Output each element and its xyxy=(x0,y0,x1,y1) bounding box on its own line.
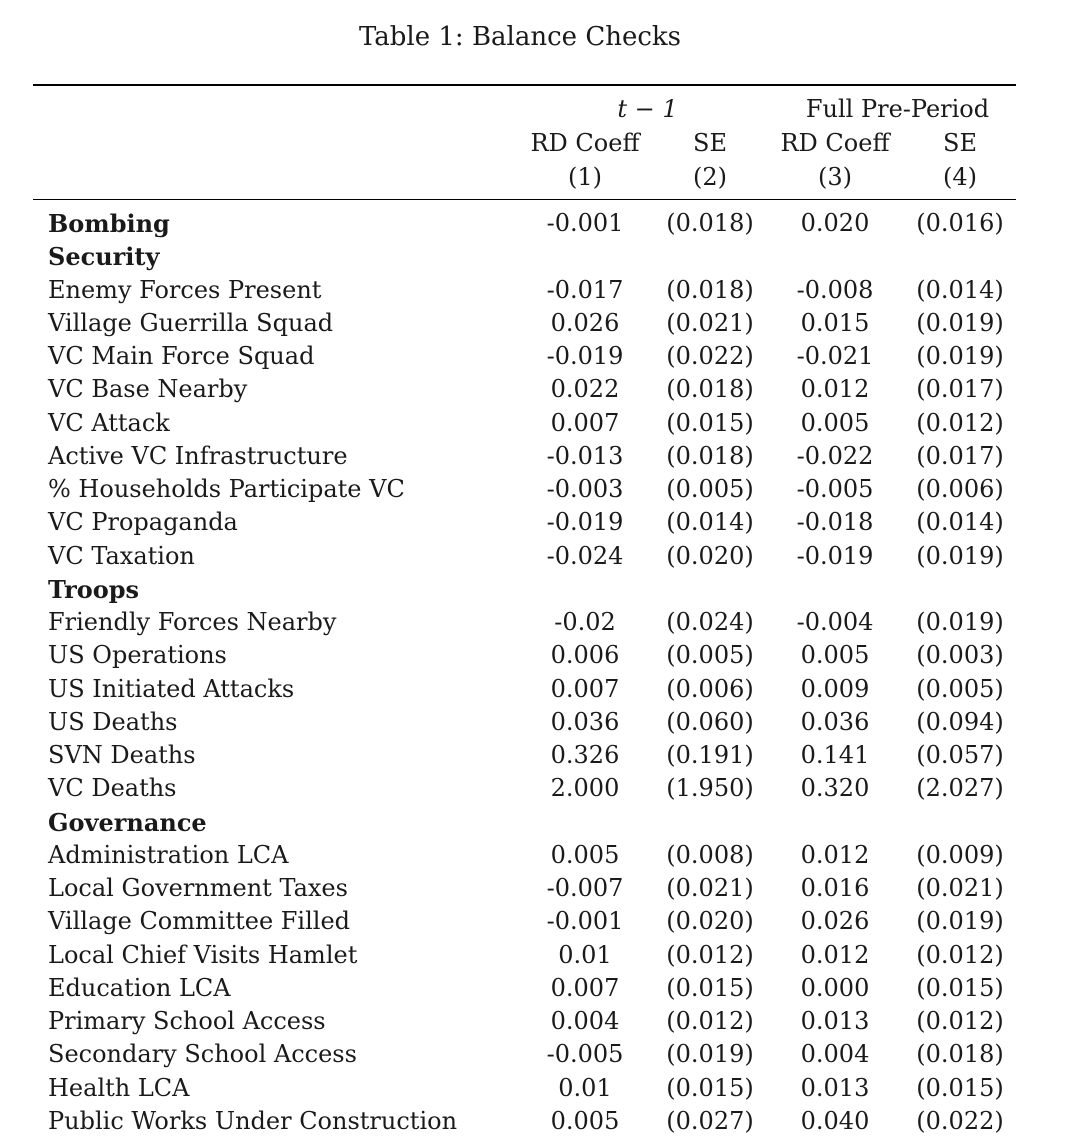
table-row xyxy=(0,606,1080,639)
rd-coeff-pre-cell: 0.016 xyxy=(800,874,870,902)
row-label: VC Base Nearby xyxy=(48,375,248,404)
se-pre-cell: (0.018) xyxy=(916,1040,1004,1069)
header-col2-se: SE xyxy=(693,129,727,157)
header-col4-se: SE xyxy=(943,129,977,157)
row-label: US Initiated Attacks xyxy=(48,674,295,703)
table-row xyxy=(0,540,1080,573)
section-label: Security xyxy=(48,242,160,272)
rd-coeff-t1-cell: 0.01 xyxy=(558,1073,612,1102)
table-row xyxy=(0,772,1080,805)
row-label: Education LCA xyxy=(48,973,231,1002)
row-label: Active VC Infrastructure xyxy=(48,441,348,470)
row-label: VC Main Force Squad xyxy=(48,342,315,370)
header-col3-number: (3) xyxy=(818,163,852,191)
row-label: Friendly Forces Nearby xyxy=(48,608,337,636)
header-col4-number: (4) xyxy=(943,163,977,191)
rd-coeff-t1-cell: -0.001 xyxy=(546,907,624,936)
rd-coeff-t1-cell: -0.001 xyxy=(546,209,624,237)
section-label: Troops xyxy=(48,574,140,604)
se-t1-cell: (0.018) xyxy=(666,441,754,470)
se-t1-cell: (0.021) xyxy=(666,874,754,902)
row-label: Enemy Forces Present xyxy=(48,275,322,304)
row-label: Health LCA xyxy=(48,1073,190,1102)
header-col3-rd-coeff: RD Coeff xyxy=(780,129,890,157)
rd-coeff-pre-cell: -0.005 xyxy=(796,475,874,503)
rd-coeff-t1-cell: 0.022 xyxy=(550,375,620,404)
se-pre-cell: (0.016) xyxy=(916,209,1004,237)
table-row xyxy=(0,274,1080,307)
rd-coeff-t1-cell: -0.019 xyxy=(546,342,624,370)
se-pre-cell: (0.022) xyxy=(916,1106,1004,1135)
rd-coeff-t1-cell: -0.017 xyxy=(546,275,624,304)
rd-coeff-t1-cell: 2.000 xyxy=(550,774,620,803)
row-label: US Deaths xyxy=(48,707,178,736)
se-t1-cell: (0.018) xyxy=(666,275,754,304)
se-t1-cell: (0.018) xyxy=(666,375,754,404)
se-pre-cell: (0.017) xyxy=(916,375,1004,404)
se-pre-cell: (0.019) xyxy=(916,608,1004,636)
rd-coeff-pre-cell: 0.036 xyxy=(800,707,870,736)
rd-coeff-t1-cell: -0.003 xyxy=(546,475,624,503)
section-row xyxy=(0,573,1080,606)
rd-coeff-pre-cell: -0.019 xyxy=(796,541,874,570)
se-pre-cell: (0.021) xyxy=(916,874,1004,902)
table-row xyxy=(0,473,1080,506)
table-row xyxy=(0,407,1080,440)
se-t1-cell: (0.008) xyxy=(666,840,754,869)
rd-coeff-t1-cell: -0.005 xyxy=(546,1040,624,1069)
se-pre-cell: (0.003) xyxy=(916,641,1004,670)
se-t1-cell: (0.006) xyxy=(666,674,754,703)
header-col1-rd-coeff: RD Coeff xyxy=(530,129,640,157)
se-t1-cell: (0.005) xyxy=(666,475,754,503)
se-pre-cell: (0.015) xyxy=(916,973,1004,1002)
rd-coeff-pre-cell: 0.320 xyxy=(800,774,870,803)
row-label: Secondary School Access xyxy=(48,1040,357,1069)
se-pre-cell: (0.005) xyxy=(916,674,1004,703)
rd-coeff-t1-cell: -0.013 xyxy=(546,441,624,470)
se-pre-cell: (0.017) xyxy=(916,441,1004,470)
rd-coeff-t1-cell: 0.005 xyxy=(550,1106,620,1135)
se-pre-cell: (0.014) xyxy=(916,508,1004,537)
rd-coeff-t1-cell: 0.007 xyxy=(550,408,620,437)
se-t1-cell: (0.019) xyxy=(666,1040,754,1069)
rd-coeff-t1-cell: -0.02 xyxy=(554,608,616,636)
rd-coeff-pre-cell: 0.141 xyxy=(800,741,870,769)
table-row xyxy=(0,939,1080,972)
table-row xyxy=(0,905,1080,938)
table-row xyxy=(0,972,1080,1005)
table-row xyxy=(0,739,1080,772)
rd-coeff-pre-cell: -0.004 xyxy=(796,608,874,636)
se-pre-cell: (0.009) xyxy=(916,840,1004,869)
row-label: Public Works Under Construction xyxy=(48,1106,458,1135)
rd-coeff-pre-cell: -0.008 xyxy=(796,275,874,304)
rd-coeff-t1-cell: -0.024 xyxy=(546,541,624,570)
header-col1-number: (1) xyxy=(568,163,602,191)
row-label: Village Guerrilla Squad xyxy=(48,308,334,337)
se-pre-cell: (0.019) xyxy=(916,541,1004,570)
section-row xyxy=(0,207,1080,240)
table-row xyxy=(0,872,1080,905)
se-t1-cell: (0.060) xyxy=(666,707,754,736)
se-t1-cell: (0.015) xyxy=(666,408,754,437)
rd-coeff-pre-cell: 0.009 xyxy=(800,674,870,703)
rd-coeff-t1-cell: 0.007 xyxy=(550,973,620,1002)
rd-coeff-t1-cell: -0.007 xyxy=(546,874,624,902)
row-label: VC Attack xyxy=(48,408,170,437)
se-pre-cell: (0.012) xyxy=(916,940,1004,969)
table-row xyxy=(0,440,1080,473)
rd-coeff-pre-cell: 0.005 xyxy=(800,408,870,437)
header-rule xyxy=(33,199,1016,200)
row-label: Local Chief Visits Hamlet xyxy=(48,940,358,969)
table-row xyxy=(0,307,1080,340)
row-label: US Operations xyxy=(48,641,227,670)
rd-coeff-pre-cell: 0.013 xyxy=(800,1073,870,1102)
se-t1-cell: (0.018) xyxy=(666,209,754,237)
se-t1-cell: (0.191) xyxy=(666,741,754,769)
se-t1-cell: (0.015) xyxy=(666,973,754,1002)
rd-coeff-t1-cell: 0.005 xyxy=(550,840,620,869)
se-t1-cell: (0.020) xyxy=(666,541,754,570)
se-pre-cell: (0.006) xyxy=(916,475,1004,503)
rd-coeff-pre-cell: 0.026 xyxy=(800,907,870,936)
se-pre-cell: (0.094) xyxy=(916,707,1004,736)
se-t1-cell: (1.950) xyxy=(666,774,754,803)
rd-coeff-pre-cell: 0.004 xyxy=(800,1040,870,1069)
rd-coeff-pre-cell: 0.005 xyxy=(800,641,870,670)
section-row xyxy=(0,240,1080,273)
rd-coeff-t1-cell: -0.019 xyxy=(546,508,624,537)
row-label: VC Deaths xyxy=(48,774,177,803)
se-t1-cell: (0.022) xyxy=(666,342,754,370)
rd-coeff-pre-cell: 0.015 xyxy=(800,308,870,337)
rd-coeff-pre-cell: -0.018 xyxy=(796,508,874,537)
table-row xyxy=(0,373,1080,406)
table-row xyxy=(0,673,1080,706)
se-pre-cell: (0.019) xyxy=(916,907,1004,936)
se-t1-cell: (0.012) xyxy=(666,1007,754,1035)
table-row xyxy=(0,639,1080,672)
rd-coeff-t1-cell: 0.006 xyxy=(550,641,620,670)
table-row xyxy=(0,1038,1080,1071)
rd-coeff-pre-cell: 0.020 xyxy=(800,209,870,237)
rd-coeff-t1-cell: 0.026 xyxy=(550,308,620,337)
rd-coeff-pre-cell: -0.022 xyxy=(796,441,874,470)
row-label: VC Propaganda xyxy=(48,508,238,537)
table-row xyxy=(0,1105,1080,1138)
table-row xyxy=(0,506,1080,539)
table-row xyxy=(0,706,1080,739)
rd-coeff-pre-cell: 0.012 xyxy=(800,940,870,969)
rd-coeff-t1-cell: 0.01 xyxy=(558,940,612,969)
rd-coeff-pre-cell: 0.040 xyxy=(800,1106,870,1135)
row-label: % Households Participate VC xyxy=(48,475,405,503)
table-row xyxy=(0,1072,1080,1105)
header-group-t-minus-1: t − 1 xyxy=(617,95,678,123)
se-t1-cell: (0.020) xyxy=(666,907,754,936)
header-group-full-pre-period: Full Pre-Period xyxy=(805,95,990,123)
row-label: Local Government Taxes xyxy=(48,874,348,902)
top-rule xyxy=(33,84,1016,86)
rd-coeff-pre-cell: 0.012 xyxy=(800,840,870,869)
table-row xyxy=(0,839,1080,872)
table-row xyxy=(0,340,1080,373)
row-label: SVN Deaths xyxy=(48,741,196,769)
section-label: Governance xyxy=(48,807,207,837)
header-col2-number: (2) xyxy=(693,163,727,191)
rd-coeff-pre-cell: 0.000 xyxy=(800,973,870,1002)
row-label: Village Committee Filled xyxy=(48,907,351,936)
row-label: Primary School Access xyxy=(48,1007,326,1035)
se-pre-cell: (0.015) xyxy=(916,1073,1004,1102)
row-label: VC Taxation xyxy=(48,541,195,570)
se-pre-cell: (0.014) xyxy=(916,275,1004,304)
rd-coeff-pre-cell: 0.013 xyxy=(800,1007,870,1035)
section-label: Bombing xyxy=(48,209,170,238)
rd-coeff-t1-cell: 0.004 xyxy=(550,1007,620,1035)
se-pre-cell: (0.057) xyxy=(916,741,1004,769)
se-t1-cell: (0.024) xyxy=(666,608,754,636)
se-pre-cell: (0.019) xyxy=(916,308,1004,337)
se-pre-cell: (0.012) xyxy=(916,1007,1004,1035)
se-pre-cell: (0.012) xyxy=(916,408,1004,437)
rd-coeff-t1-cell: 0.007 xyxy=(550,674,620,703)
se-t1-cell: (0.027) xyxy=(666,1106,754,1135)
se-t1-cell: (0.014) xyxy=(666,508,754,537)
se-t1-cell: (0.012) xyxy=(666,940,754,969)
se-t1-cell: (0.015) xyxy=(666,1073,754,1102)
table-row xyxy=(0,1005,1080,1038)
se-pre-cell: (0.019) xyxy=(916,342,1004,370)
rd-coeff-t1-cell: 0.326 xyxy=(550,741,620,769)
section-row xyxy=(0,806,1080,839)
se-t1-cell: (0.021) xyxy=(666,308,754,337)
rd-coeff-pre-cell: -0.021 xyxy=(796,342,874,370)
se-pre-cell: (2.027) xyxy=(916,774,1004,803)
row-label: Administration LCA xyxy=(48,840,289,869)
rd-coeff-pre-cell: 0.012 xyxy=(800,375,870,404)
rd-coeff-t1-cell: 0.036 xyxy=(550,707,620,736)
se-t1-cell: (0.005) xyxy=(666,641,754,670)
table-caption: Table 1: Balance Checks xyxy=(358,22,682,52)
